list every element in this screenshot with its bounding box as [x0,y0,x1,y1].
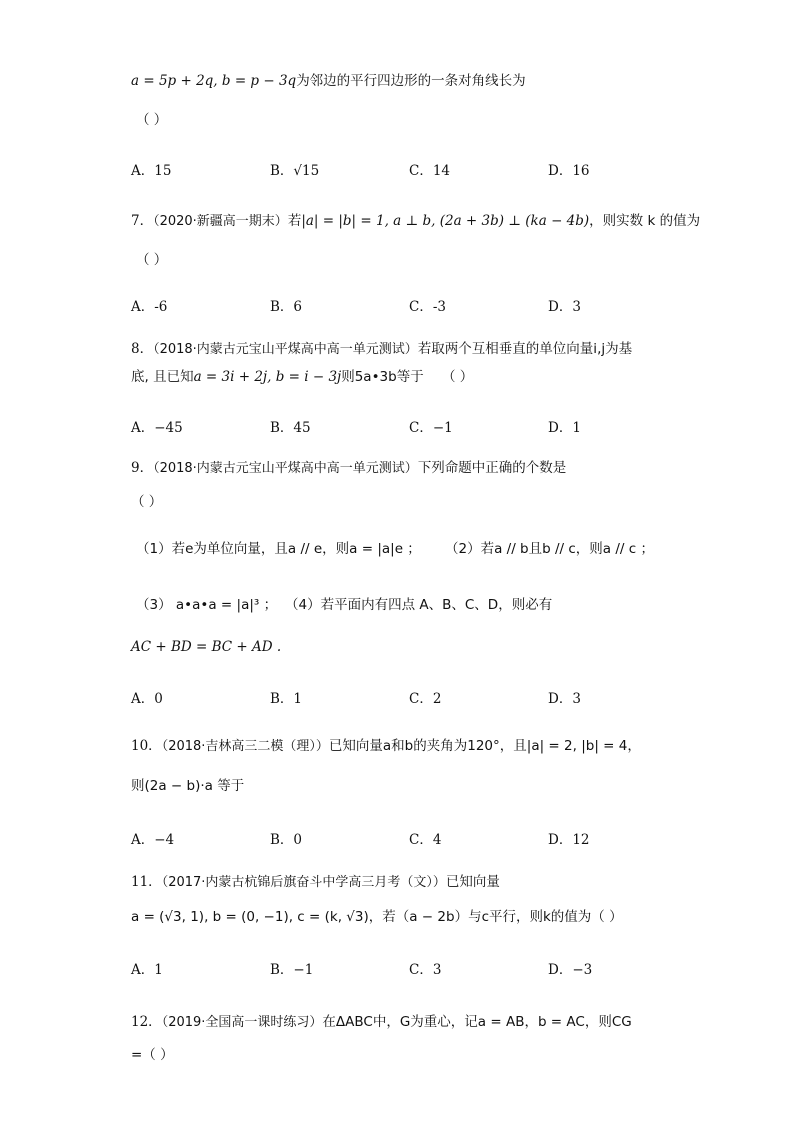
q6-stem [131,70,526,92]
q7-option-d: D．3 [548,299,581,315]
q11-option-d: D．−3 [548,962,593,978]
q10-stem-line2: 则(2a − b)·a 等于 [131,778,245,794]
q8-number: 8． [131,341,154,357]
q9-text: 下列命题中正确的个数是 [417,460,567,476]
q8-option-d: D．1 [548,420,581,436]
q6-answer-paren: （ ） [136,112,168,128]
q9-prop2: （2）若a // b且b // c，则a // c ； [445,541,654,557]
q7-stem [131,210,700,233]
q8-line2-formula: a = 3i + 2j, b = i − 3j [193,369,342,385]
q9-prop4-formula: AC + BD = BC + AD . [131,639,282,655]
q7-source: （2020·新疆高一期末） [153,214,288,229]
q8-option-b: B．45 [270,420,311,436]
q7-tail: ，则实数 k 的值为 [589,213,701,229]
q6-option-a: A．15 [131,163,172,179]
q8-answer-paren: （ ） [442,369,474,385]
q9-source: （2018·内蒙古元宝山平煤高中高一单元测试） [153,461,418,476]
q9-option-c: C．2 [409,691,442,707]
q11-text: 已知向量 [445,874,500,890]
q12-line1: 在ΔABC中，G为重心，记a = AB，b = AC，则CG [322,1014,632,1030]
q11-option-c: C．3 [409,962,442,978]
q6-option-d: D．16 [548,163,590,179]
q9-option-d: D．3 [548,691,581,707]
q12-number: 12． [131,1014,162,1030]
q9-answer-paren: （ ） [131,494,163,510]
q10-option-a: A．−4 [131,832,175,848]
q6-option-c: C．14 [409,163,451,179]
q6-option-b: B．√15 [270,163,320,179]
q10-source: （2018·吉林高三二模（理）） [161,739,329,754]
q9-option-a: A．0 [131,691,163,707]
q10-number: 10． [131,738,162,754]
q8-line2-tail: 则5a•3b等于 [341,369,424,385]
q6-text: 为邻边的平行四边形的一条对角线长为 [296,73,526,89]
q10-option-c: C．4 [409,832,442,848]
q7-option-c: C．-3 [409,299,446,315]
q9-stem [131,457,566,480]
q11-source: （2017·内蒙古杭锦后旗奋斗中学高三月考（文）） [161,875,446,890]
q11-number: 11． [131,874,162,890]
q8-line1-text: 若取两个互相垂直的单位向量i,j为基 [417,341,633,357]
q7-lead: 若 [287,213,302,229]
q8-line2-lead: 底, 且已知 [131,369,194,385]
q11-option-b: B．−1 [270,962,314,978]
q7-number: 7． [131,213,154,229]
q9-prop1: （1）若e为单位向量，且a // e，则a = |a|e ； [136,541,421,557]
q12-stem-line2: =（ ） [131,1047,174,1063]
q12-stem-line1 [131,1011,632,1034]
q11-stem-line1 [131,871,500,894]
q8-source: （2018·内蒙古元宝山平煤高中高一单元测试） [153,342,418,357]
q8-option-a: A．−45 [131,420,183,436]
q8-stem-line1 [131,338,632,361]
q6-formula: a = 5p + 2q, b = p − 3q [131,73,297,89]
q10-option-b: B．0 [270,832,303,848]
q10-option-d: D．12 [548,832,590,848]
q8-option-c: C．−1 [409,420,453,436]
q11-stem-line2: a = (√3, 1), b = (0, −1), c = (k, √3)，若（a − 2b）与c平行，则k的值为（ ） [131,909,623,925]
q9-option-b: B．1 [270,691,303,707]
q7-option-a: A．-6 [131,299,168,315]
q8-stem-line2 [131,366,473,388]
q9-number: 9． [131,460,154,476]
q7-answer-paren: （ ） [136,252,168,268]
q7-option-b: B．6 [270,299,303,315]
q11-option-a: A．1 [131,962,163,978]
q12-source: （2019·全国高一课时练习） [161,1015,323,1030]
q9-prop3: （3） a•a•a = |a|³ ； [136,597,278,613]
q10-stem-line1 [131,735,641,758]
q10-line1: 已知向量a和b的夹角为120°，且|a| = 2, |b| = 4， [328,738,641,754]
q7-formula: |a| = |b| = 1, a ⊥ b, (2a + 3b) ⊥ (ka − 4b) [301,213,590,229]
q9-prop4: （4）若平面内有四点 A、B、C、D，则必有 [285,597,553,613]
